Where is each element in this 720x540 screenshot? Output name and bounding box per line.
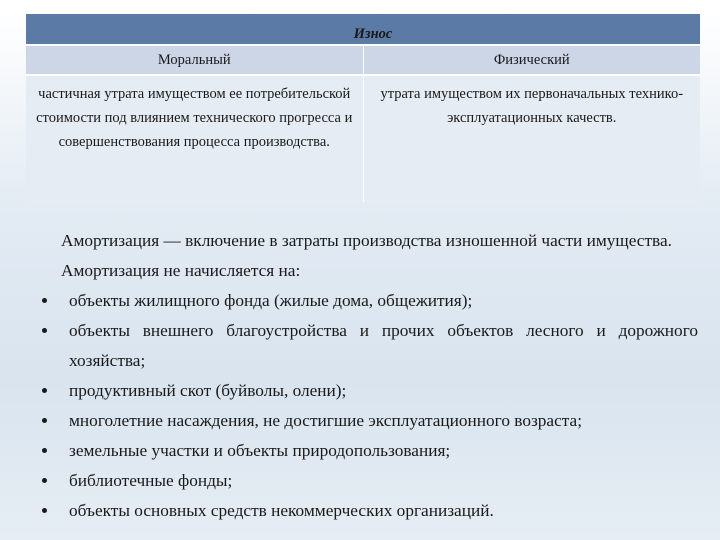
list-item [40,406,698,436]
list-item-text: объекты внешнего благоустройства и прочих объектов лесного и дорожного хозяйства; [69,321,698,370]
physical-description-cell [363,75,700,202]
list-item-text: библиотечные фонды; [69,471,233,490]
list-item-text: объекты жилищного фонда (жилые дома, общежития); [69,291,473,310]
list-item [40,496,698,526]
bullet-icon [42,388,47,393]
list-item [40,376,698,406]
bullet-icon [42,328,47,333]
column-header-physical: Физический [363,45,700,75]
list-item [40,436,698,466]
moral-description-cell [26,75,363,202]
bullet-icon [42,298,47,303]
depreciation-table [26,14,700,202]
amortization-definition: Амортизация — включение в затраты производства изношенной части имущества. [61,231,672,250]
list-item-text: многолетние насаждения, не достигшие эксплуатационного возраста; [69,411,583,430]
table-title-cell [26,14,700,45]
amortization-text [40,226,698,526]
list-item-text: объекты основных средств некоммерческих организаций. [69,501,494,520]
list-item-text: земельные участки и объекты природопользования; [69,441,451,460]
list-item [40,466,698,496]
bullet-icon [42,478,47,483]
column-header-moral: Моральный [26,45,363,75]
amortization-intro: Амортизация не начисляется на: [61,261,301,280]
bullet-icon [42,448,47,453]
list-item-text: продуктивный скот (буйволы, олени); [69,381,347,400]
physical-description: утрата имуществом их первоначальных технико-эксплуатационных качеств. [380,86,684,126]
bullet-icon [42,418,47,423]
table-title: Износ [353,26,393,42]
bullet-icon [42,508,47,513]
list-item [40,286,698,316]
moral-description: частичная утрата имуществом ее потребительской стоимости под влиянием технического прогресса и совершенствования процесса производства. [36,86,353,150]
exclusions-list [40,286,698,526]
list-item [40,316,698,376]
